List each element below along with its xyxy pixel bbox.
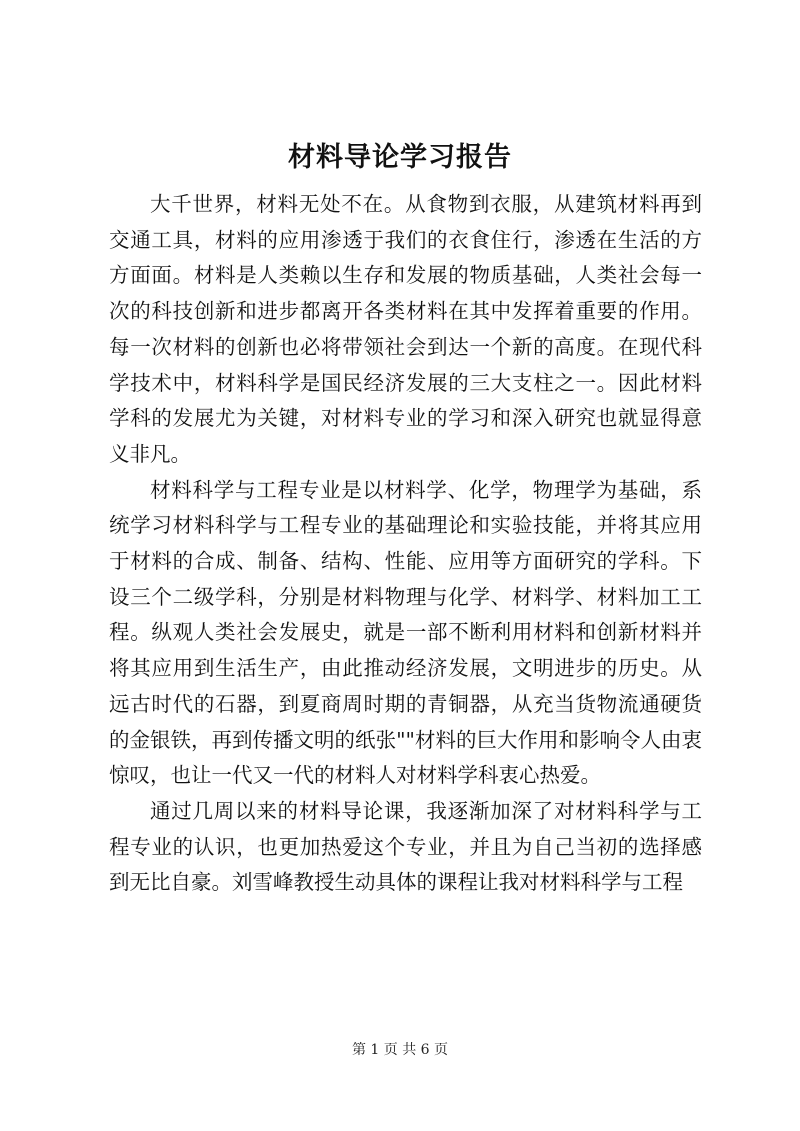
- page-number-footer: 第 1 页 共 6 页: [351, 1042, 449, 1058]
- paragraph-2: 材料科学与工程专业是以材料学、化学，物理学为基础，系统学习材料科学与工程专业的基础理论和实验技能，并将其应用于材料的合成、制备、结构、性能、应用等方面研究的学科。下设三个二级学科，分别是材料物理与化学、材料学、材料加工工程。纵观人类社会发展史，就是一部不断利用材料和创新材料并将其应用到生活生产，由此推动经济发展，文明进步的历史。从远古时代的石器，到夏商周时期的青铜器，从充当货物流通硬货的金银铁，再到传播文明的纸张""材料的巨大作用和影响令人由衷惊叹，也让一代又一代的材料人对材料学科衷心热爱。: [109, 477, 702, 788]
- document-title: 材料导论学习报告: [288, 142, 512, 173]
- paragraph-3: 通过几周以来的材料导论课，我逐渐加深了对材料科学与工程专业的认识，也更加热爱这个专业，并且为自己当初的选择感到无比自豪。刘雪峰教授生动具体的课程让我对材料科学与工程: [109, 798, 702, 895]
- paragraph-1: 大千世界，材料无处不在。从食物到衣服，从建筑材料再到交通工具，材料的应用渗透于我们的衣食住行，渗透在生活的方方面面。材料是人类赖以生存和发展的物质基础，人类社会每一次的科技创新和进步都离开各类材料在其中发挥着重要的作用。每一次材料的创新也必将带领社会到达一个新的高度。在现代科学技术中，材料科学是国民经济发展的三大支柱之一。因此材料学科的发展尤为关键，对材料专业的学习和深入研究也就显得意义非凡。: [109, 192, 702, 466]
- document-body: [109, 187, 702, 901]
